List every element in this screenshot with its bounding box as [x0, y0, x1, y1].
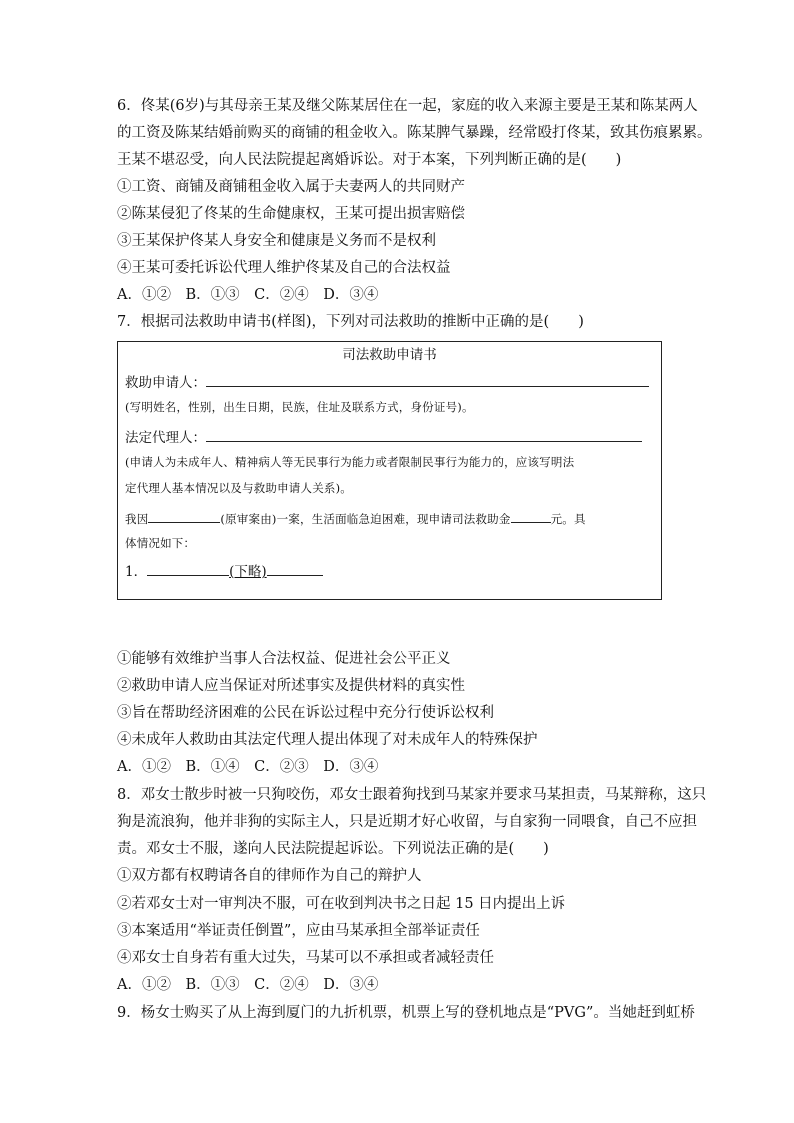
q7-option-3: ③旨在帮助经济困难的公民在诉讼过程中充分行使诉讼权利: [117, 705, 494, 721]
form-item-1: [125, 561, 323, 581]
body-part1: 我因: [125, 512, 149, 526]
agent-note-line1: (申请人为未成年人、精神病人等无民事行为能力或者限制民事行为能力的，应该写明法: [125, 455, 575, 469]
q7-choices: A．①② B．①④ C．②③ D．③④: [117, 759, 379, 775]
agent-label: 法定代理人：: [125, 430, 206, 446]
q6-stem-line2: 的工资及陈某结婚前购买的商铺的租金收入。陈某脾气暴躁，经常殴打佟某，致其伤痕累累。: [117, 125, 712, 141]
item-blank-after: [267, 561, 323, 576]
form-title: 司法救助申请书: [342, 347, 437, 363]
agent-row: [125, 427, 642, 447]
agent-blank: [206, 427, 642, 442]
q8-option-1: ①双方都有权聘请各自的律师作为自己的辩护人: [117, 868, 422, 884]
applicant-blank: [206, 372, 649, 387]
item-blank-before: [147, 561, 229, 576]
form-body-line1: [125, 508, 586, 528]
q9-stem-line1: 9．杨女士购买了从上海到厦门的九折机票，机票上写的登机地点是“PVG”。当她赶到虹桥: [117, 1005, 695, 1021]
applicant-note: (写明姓名，性别，出生日期，民族，住址及联系方式，身份证号)。: [125, 400, 474, 414]
q8-stem-line3: 责。邓女士不服，遂向人民法院提起诉讼。下列说法正确的是( ): [117, 841, 549, 857]
q8-choices: A．①② B．①③ C．②④ D．③④: [117, 977, 379, 993]
q8-option-3: ③本案适用“举证责任倒置”，应由马某承担全部举证责任: [117, 923, 480, 939]
q8-stem-line1: 8．邓女士散步时被一只狗咬伤，邓女士跟着狗找到马某家并要求马某担责，马某辩称，这只: [117, 787, 707, 803]
q6-stem-line3: 王某不堪忍受，向人民法院提起离婚诉讼。对于本案，下列判断正确的是( ): [117, 152, 622, 168]
item-omitted: (下略): [229, 564, 267, 580]
q6-option-2: ②陈某侵犯了佟某的生命健康权，王某可提出损害赔偿: [117, 206, 465, 222]
q8-stem-line2: 狗是流浪狗，他并非狗的实际主人，只是近期才好心收留，与自家狗一同喂食，自己不应担: [117, 814, 697, 830]
application-form-sample: [117, 341, 662, 600]
q6-option-3: ③王某保护佟某人身安全和健康是义务而不是权利: [117, 233, 436, 249]
applicant-row: [125, 372, 649, 392]
body-part3: 元。具: [550, 512, 586, 526]
q8-option-4: ④邓女士自身若有重大过失，马某可以不承担或者减轻责任: [117, 950, 494, 966]
q6-option-1: ①工资、商铺及商铺租金收入属于夫妻两人的共同财产: [117, 179, 465, 195]
case-cause-blank: [148, 508, 220, 523]
amount-blank: [511, 508, 551, 523]
q6-choices: A．①② B．①③ C．②④ D．③④: [117, 287, 379, 303]
applicant-label: 救助申请人：: [125, 375, 206, 391]
agent-note-line2: 定代理人基本情况以及与救助申请人关系)。: [125, 481, 352, 495]
item-number: 1．: [125, 564, 148, 580]
q7-option-1: ①能够有效维护当事人合法权益、促进社会公平正义: [117, 651, 451, 667]
q7-option-2: ②救助申请人应当保证对所述事实及提供材料的真实性: [117, 678, 465, 694]
body-part2: (原审案由)一案，生活面临急迫困难，现申请司法救助金: [220, 512, 511, 526]
q6-stem-line1: 6．佟某(6岁)与其母亲王某及继父陈某居住在一起，家庭的收入来源主要是王某和陈某两人: [117, 98, 698, 114]
q7-stem: 7．根据司法救助申请书(样图)，下列对司法救助的推断中正确的是( ): [117, 314, 584, 330]
q8-option-2: ②若邓女士对一审判决不服，可在收到判决书之日起 15 日内提出上诉: [117, 896, 566, 912]
q7-option-4: ④未成年人救助由其法定代理人提出体现了对未成年人的特殊保护: [117, 732, 538, 748]
form-body-line2: 体情况如下：: [125, 536, 196, 550]
q6-option-4: ④王某可委托诉讼代理人维护佟某及自己的合法权益: [117, 260, 451, 276]
